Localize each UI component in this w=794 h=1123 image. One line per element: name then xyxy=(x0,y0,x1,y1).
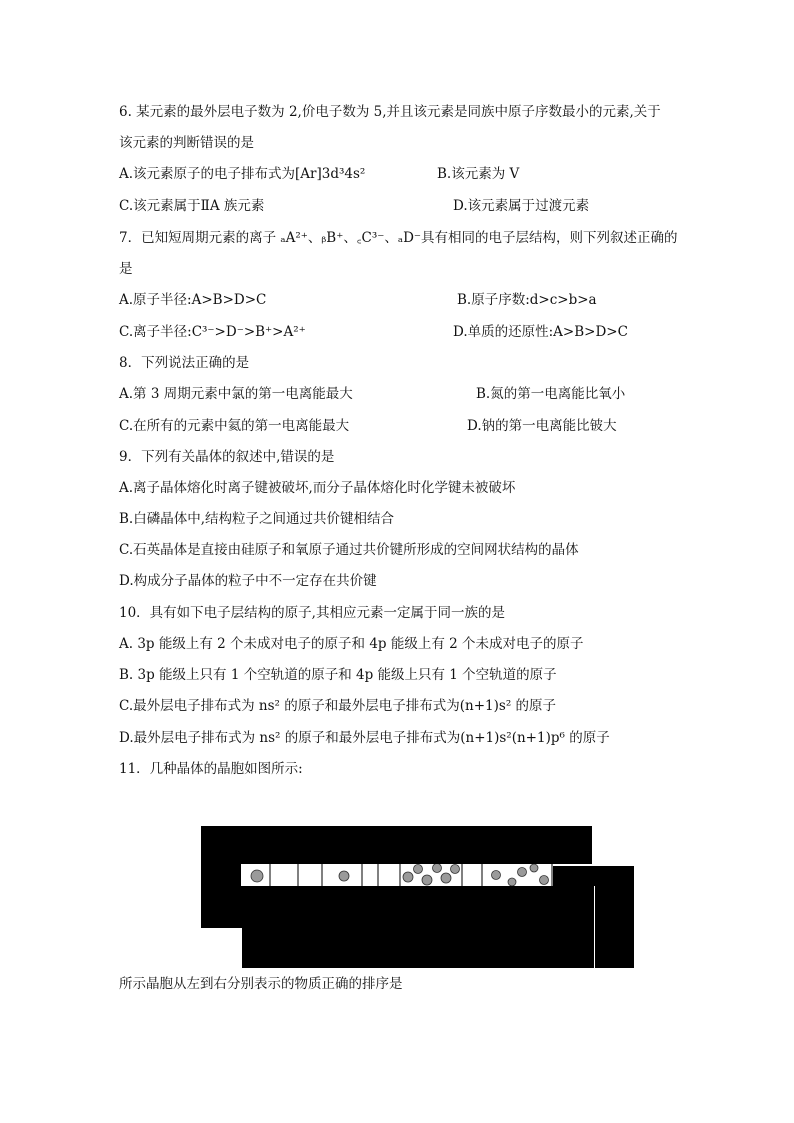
q10-option-b: B. 3p 能级上只有 1 个空轨道的原子和 4p 能级上只有 1 个空轨道的原子 xyxy=(119,667,557,683)
q8-option-d: D.钠的第一电离能比铍大 xyxy=(467,418,617,434)
redaction-block xyxy=(201,886,593,928)
q10-option-d: D.最外层电子排布式为 ns² 的原子和最外层电子排布式为(n+1)s²(n+1)p⁶ 的原子 xyxy=(119,730,610,746)
q6-stem-line2: 该元素的判断错误的是 xyxy=(119,135,254,151)
atom-sphere xyxy=(403,872,413,882)
atom-sphere xyxy=(251,870,263,882)
q7-option-a: A.原子半径:A>B>D>C xyxy=(119,292,267,308)
q9-stem: 9．下列有关晶体的叙述中,错误的是 xyxy=(119,449,335,465)
q11-stem: 11．几种晶体的晶胞如图所示: xyxy=(119,761,303,777)
atom-sphere xyxy=(433,864,442,873)
q10-stem: 10．具有如下电子层结构的原子,其相应元素一定属于同一族的是 xyxy=(119,605,505,621)
q6-option-c: C.该元素属于ⅡA 族元素 xyxy=(119,198,265,214)
q6-option-d: D.该元素属于过渡元素 xyxy=(453,198,590,214)
figure-strip xyxy=(240,862,552,888)
q7-stem-line1: 7．已知短周期元素的离子 ₐA²⁺、ᵦB⁺、꜀C³⁻、ₐD⁻具有相同的电子层结构，则下列叙述正确的 xyxy=(119,230,678,246)
atom-sphere xyxy=(508,878,516,886)
redaction-block xyxy=(201,826,592,864)
q10-option-a: A. 3p 能级上有 2 个未成对电子的原子和 4p 能级上有 2 个未成对电子的原子 xyxy=(119,636,584,652)
atom-sphere xyxy=(492,871,501,880)
q11-after-figure: 所示晶胞从左到右分别表示的物质正确的排序是 xyxy=(119,976,403,992)
atom-sphere xyxy=(441,873,451,883)
q9-option-a: A.离子晶体熔化时离子键被破坏,而分子晶体熔化时化学键未被破坏 xyxy=(119,480,516,496)
atom-sphere xyxy=(451,865,460,874)
q6-option-a: A.该元素原子的电子排布式为[Ar]3d³4s² xyxy=(119,166,366,182)
redaction-block xyxy=(242,926,592,968)
q9-option-c: C.石英晶体是直接由硅原子和氧原子通过共价键所形成的空间网状结构的晶体 xyxy=(119,542,579,558)
q8-stem: 8．下列说法正确的是 xyxy=(119,355,250,371)
q9-option-b: B.白磷晶体中,结构粒子之间通过共价键相结合 xyxy=(119,511,395,527)
q8-option-c: C.在所有的元素中氦的第一电离能最大 xyxy=(119,418,350,434)
q8-option-a: A.第 3 周期元素中氯的第一电离能最大 xyxy=(119,386,353,402)
q8-option-b: B.氮的第一电离能比氧小 xyxy=(476,386,626,402)
atom-sphere xyxy=(339,871,349,881)
q6-option-b: B.该元素为 V xyxy=(437,166,520,182)
q7-option-c: C.离子半径:C³⁻>D⁻>B⁺>A²⁺ xyxy=(119,324,306,340)
atom-sphere xyxy=(530,864,538,872)
redaction-block xyxy=(553,866,634,968)
q7-option-d: D.单质的还原性:A>B>D>C xyxy=(453,324,628,340)
atom-sphere xyxy=(414,865,423,874)
atom-sphere xyxy=(518,868,527,877)
q10-option-c: C.最外层电子排布式为 ns² 的原子和最外层电子排布式为(n+1)s² 的原子 xyxy=(119,698,557,714)
atom-sphere xyxy=(422,875,432,885)
q6-stem-line1: 6. 某元素的最外层电子数为 2,价电子数为 5,并且该元素是同族中原子序数最小的元素,关于 xyxy=(119,104,661,120)
redaction-block xyxy=(201,862,241,886)
atom-sphere xyxy=(540,876,549,885)
q7-option-b: B.原子序数:d>c>b>a xyxy=(457,292,597,308)
q7-stem-line2: 是 xyxy=(119,261,133,277)
q9-option-d: D.构成分子晶体的粒子中不一定存在共价键 xyxy=(119,573,377,589)
block-edge xyxy=(594,886,595,968)
